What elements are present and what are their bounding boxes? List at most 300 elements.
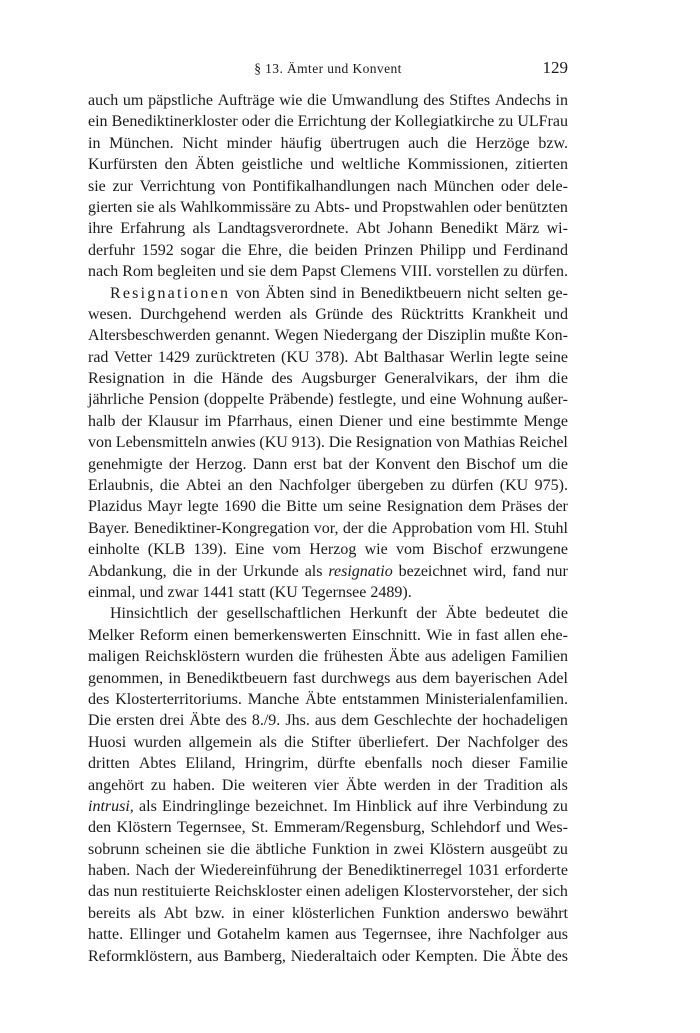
word: anwies xyxy=(211,434,256,452)
word: statt xyxy=(238,583,266,601)
word: Im xyxy=(332,797,351,815)
word: Wes- xyxy=(535,819,568,837)
word: wie xyxy=(279,92,303,109)
word: die xyxy=(548,370,568,388)
word: einen xyxy=(298,412,334,430)
word: nun xyxy=(113,883,138,901)
word: Kollegiatkirche xyxy=(394,113,495,131)
word: bzw. xyxy=(195,904,225,922)
word: von xyxy=(221,177,246,195)
word: Wie xyxy=(426,626,453,644)
word: Augsburger xyxy=(300,370,377,388)
word: ihm xyxy=(515,370,541,388)
word: dem xyxy=(468,498,496,516)
word: seine xyxy=(348,498,382,516)
text-line xyxy=(88,817,568,838)
word: genannt. xyxy=(215,327,270,345)
word: und xyxy=(506,819,531,837)
word: aus xyxy=(546,926,568,944)
word: bayerischen xyxy=(455,669,532,687)
text-line xyxy=(88,710,568,731)
word: Funktion xyxy=(382,904,440,922)
word: Reform xyxy=(139,626,189,644)
word: adeligen xyxy=(344,883,399,901)
word: Die xyxy=(221,776,246,794)
word: Nach xyxy=(135,862,170,880)
word: bezeichnet xyxy=(398,562,468,580)
text-line xyxy=(88,240,568,261)
word: zurücktreten xyxy=(195,348,276,366)
word: als xyxy=(259,733,277,751)
word: fast xyxy=(292,669,316,687)
word: der xyxy=(197,605,218,623)
word: Der xyxy=(436,733,461,751)
word: Klöstern xyxy=(116,819,172,837)
word: im xyxy=(204,412,222,430)
word: Hinsichtlich xyxy=(110,605,189,623)
word: den xyxy=(164,156,188,174)
word: Konvent xyxy=(375,455,431,473)
word: rad xyxy=(88,348,109,366)
word: Herzöge xyxy=(475,134,530,152)
word: Funktion xyxy=(311,840,370,858)
word: Äbte xyxy=(305,690,337,708)
word: vor, xyxy=(313,519,339,537)
text-line xyxy=(88,347,568,368)
word: um xyxy=(521,455,543,473)
word: Die xyxy=(88,712,112,730)
word: überliefert. xyxy=(358,733,429,751)
word: zu xyxy=(552,797,568,815)
word: Reichskloster xyxy=(214,883,302,901)
word: Äbte xyxy=(510,947,542,965)
word: und xyxy=(186,926,211,944)
text-line xyxy=(88,111,568,132)
word: Hinblick xyxy=(355,797,412,815)
word: seine xyxy=(535,348,568,366)
word: der xyxy=(402,327,423,345)
word: Tegernsee, xyxy=(177,819,246,837)
word: festlegte, xyxy=(338,391,397,409)
word: Bischof xyxy=(432,541,483,559)
word: München. xyxy=(109,134,174,152)
word: dieser xyxy=(471,755,510,773)
word: dem xyxy=(341,712,369,730)
word: bzw. xyxy=(538,134,568,152)
word: Äbte xyxy=(445,605,477,623)
word: die xyxy=(230,840,250,858)
word: (KU xyxy=(269,583,298,601)
word: Nachfolger xyxy=(467,733,540,751)
word: die xyxy=(193,370,213,388)
word: Äbte xyxy=(189,712,221,730)
word: Papst xyxy=(301,263,337,281)
word: Erlaubnis, xyxy=(88,477,154,495)
word: genommen, xyxy=(88,669,164,687)
word: des xyxy=(546,947,568,965)
word: allgemein xyxy=(188,733,252,751)
text-line xyxy=(88,283,568,304)
word: Benediktbeuern xyxy=(360,284,462,302)
word: auch xyxy=(408,134,439,152)
word: der xyxy=(517,883,538,901)
word: Mathias xyxy=(463,434,516,452)
word: in xyxy=(555,92,568,109)
text-line xyxy=(88,389,568,410)
word: der xyxy=(168,455,190,473)
word: in xyxy=(232,904,245,922)
word: Kommissionen, xyxy=(407,156,509,174)
word: Klosterterritoriums. xyxy=(115,690,242,708)
word: als xyxy=(138,904,157,922)
word: hochadeligen xyxy=(482,712,568,730)
word: in xyxy=(457,626,471,644)
word: Umwandlung xyxy=(331,92,419,109)
text-line xyxy=(88,839,568,860)
word: Adel xyxy=(536,669,568,687)
word: ebenfalls xyxy=(364,755,423,773)
word: derfuhr xyxy=(88,241,136,259)
word: übergeben xyxy=(357,477,424,495)
word: Klausur xyxy=(147,412,199,430)
word: die xyxy=(367,519,388,537)
word: aus xyxy=(335,926,357,944)
word: um xyxy=(122,92,144,109)
word: frühesten xyxy=(323,648,384,666)
word: wie xyxy=(364,541,388,559)
word: bestimmte xyxy=(450,412,518,430)
word: Stiftes xyxy=(449,92,491,109)
word: Plazidus xyxy=(88,498,143,516)
word: aus xyxy=(424,648,447,666)
word: dürfen xyxy=(451,477,494,495)
word: zu xyxy=(150,776,166,794)
word: sie xyxy=(88,177,106,195)
word: 975). xyxy=(534,477,568,495)
word: zu xyxy=(552,840,568,858)
word: Tegernsee, xyxy=(362,926,432,944)
word: Äbten xyxy=(265,284,305,302)
word: Abtei xyxy=(185,477,222,495)
word: die xyxy=(261,498,281,516)
chapter-heading: § 13. Ämter und Konvent xyxy=(254,61,402,76)
text-line xyxy=(88,539,568,560)
word: März xyxy=(505,220,540,238)
word: Hl. xyxy=(509,519,530,537)
word: das xyxy=(88,883,110,901)
word: Emmeram/Regensburg, xyxy=(273,819,426,837)
word: Wiedereinführung xyxy=(200,862,317,880)
word: jährliche xyxy=(88,391,144,409)
word: Johann xyxy=(387,220,433,238)
word: erforderte xyxy=(504,862,568,880)
word: Kon- xyxy=(535,327,568,345)
word: Generalvikars, xyxy=(384,370,479,388)
word: minder xyxy=(226,134,272,152)
word: als xyxy=(139,797,157,815)
text-line xyxy=(88,432,568,453)
word: Pfarrhaus, xyxy=(227,412,293,430)
word: allen xyxy=(503,626,536,644)
text-line xyxy=(88,796,568,817)
word: Errichtung xyxy=(297,113,367,131)
word: Krankheit xyxy=(471,305,536,323)
word: (KU xyxy=(259,434,288,452)
word: zitierten xyxy=(515,156,568,174)
word: um xyxy=(322,498,344,516)
word: Nachfolger xyxy=(278,477,351,495)
text-line xyxy=(88,133,568,154)
word: Bitte xyxy=(286,498,318,516)
word: und xyxy=(401,391,426,409)
word: außer- xyxy=(527,391,568,409)
word: Stifter xyxy=(310,733,351,751)
word: ihre xyxy=(437,926,463,944)
word: Urkunde xyxy=(242,562,299,580)
word: sie xyxy=(206,840,225,858)
word: von xyxy=(435,434,460,452)
word: Abts- xyxy=(314,198,350,216)
word: und xyxy=(543,305,568,323)
word: in xyxy=(342,284,355,302)
word: bedeutet xyxy=(485,605,540,623)
word: Stuhl xyxy=(534,519,568,537)
word: wi- xyxy=(546,220,568,238)
word: päpstliche xyxy=(148,92,213,109)
word: nach xyxy=(88,263,119,281)
word: Philipp xyxy=(419,241,466,259)
word: als xyxy=(158,198,177,216)
word: Gründe xyxy=(315,305,364,323)
word: haben. xyxy=(172,776,216,794)
word: Ferdinand xyxy=(503,241,568,259)
word: Benediktiner-Kongregation xyxy=(133,519,310,537)
word: der xyxy=(121,412,142,430)
word: 2489). xyxy=(370,583,412,601)
word: 913). xyxy=(291,434,325,452)
word: Balthasar xyxy=(383,348,445,366)
word: 1592 xyxy=(141,241,174,259)
word: Äbten xyxy=(195,156,235,174)
word: Vetter xyxy=(114,348,153,366)
word: sobrunn xyxy=(88,840,140,858)
word: fast xyxy=(475,626,499,644)
word: und xyxy=(472,241,497,259)
word: einmal, xyxy=(88,583,136,601)
text-line xyxy=(88,454,568,475)
text-line xyxy=(88,903,568,924)
text-line xyxy=(88,218,568,239)
word: München xyxy=(433,177,495,195)
word: sie xyxy=(248,263,266,281)
word: begleiten xyxy=(157,263,217,281)
word: fand xyxy=(512,562,541,580)
word: bemerkenswerten xyxy=(233,626,347,644)
word: nicht xyxy=(467,284,500,302)
word: Ehre, xyxy=(247,241,282,259)
word: Reichsklöstern xyxy=(144,648,240,666)
word: als xyxy=(192,220,211,238)
word: klösterlichen xyxy=(291,904,375,922)
word: einholte xyxy=(88,541,140,559)
word: zwar xyxy=(167,583,199,601)
word: restituierte xyxy=(141,883,211,901)
text-line xyxy=(88,646,568,667)
text-line xyxy=(88,518,568,539)
word: anderswo xyxy=(447,904,509,922)
word: Benediktbeuern xyxy=(186,669,288,687)
word: weiteren xyxy=(251,776,307,794)
word: Eine xyxy=(234,541,265,559)
word: die xyxy=(298,648,319,666)
text-line xyxy=(88,582,568,603)
word: vom xyxy=(272,541,301,559)
running-head xyxy=(88,58,568,80)
word: Melker xyxy=(88,626,135,644)
word: der xyxy=(416,605,437,623)
word: Wegen xyxy=(274,327,319,345)
word: ihre xyxy=(442,797,468,815)
word: den xyxy=(249,477,273,495)
word: oder xyxy=(500,177,530,195)
word: selten xyxy=(504,284,542,302)
word: Resignation xyxy=(386,498,464,516)
text-line xyxy=(88,154,568,175)
word: Eliland, xyxy=(185,755,236,773)
text-line xyxy=(88,946,568,967)
body-text xyxy=(88,90,568,967)
word: 1441 xyxy=(202,583,235,601)
word: benützten xyxy=(505,198,568,216)
word: Erfahrung xyxy=(120,220,186,238)
text-line xyxy=(88,90,568,111)
word: sie xyxy=(136,198,155,216)
word: Reformklöstern, xyxy=(88,947,193,965)
word: Wahlkommissäre xyxy=(180,198,291,216)
word: Niederaltaich xyxy=(290,947,377,965)
word: ge- xyxy=(547,284,568,302)
word: und xyxy=(388,412,413,430)
word: die xyxy=(548,455,568,473)
word: Mayr xyxy=(147,498,183,516)
word: intrusi, xyxy=(88,797,134,815)
text-line xyxy=(88,368,568,389)
word: entstammen xyxy=(342,690,420,708)
word: bezeichnet. xyxy=(255,797,328,815)
word: ausgeübt xyxy=(490,840,548,858)
word: die xyxy=(159,477,180,495)
word: Approbation xyxy=(391,519,473,537)
word: die xyxy=(447,134,467,152)
word: Abdankung, xyxy=(88,562,167,580)
word: (KU xyxy=(281,348,310,366)
word: Verbindung xyxy=(472,797,548,815)
word: ehe- xyxy=(540,626,568,644)
word: Ellinger xyxy=(129,926,181,944)
word: die xyxy=(221,241,242,259)
word: Landtagsverordnete. xyxy=(217,220,349,238)
word: Jhs. xyxy=(285,712,310,730)
word: legte xyxy=(187,498,219,516)
word: noch xyxy=(431,755,463,773)
word: weltliche xyxy=(341,156,401,174)
word: geistliche xyxy=(241,156,303,174)
word: und xyxy=(310,156,335,174)
word: werden xyxy=(383,776,431,794)
word: Eindringlinge xyxy=(162,797,251,815)
word: der xyxy=(342,519,364,537)
word: Herzog. xyxy=(195,455,247,473)
text-line xyxy=(88,325,568,346)
word: Resignation xyxy=(88,370,165,388)
word: an xyxy=(227,477,243,495)
word: Äbte xyxy=(388,648,420,666)
word: zur xyxy=(112,177,133,195)
word: Herzog xyxy=(309,541,357,559)
word: Abtes xyxy=(138,755,177,773)
text-line xyxy=(88,496,568,517)
word: dürfen. xyxy=(522,263,568,281)
text-line xyxy=(88,304,568,325)
word: in xyxy=(88,134,101,152)
word: Familien xyxy=(511,648,568,666)
word: von xyxy=(88,434,112,452)
word: bereits xyxy=(88,904,131,922)
text-line xyxy=(88,411,568,432)
word: erst xyxy=(293,455,317,473)
word: 139). xyxy=(193,541,227,559)
word: als xyxy=(289,305,308,323)
word: adeligen xyxy=(451,648,506,666)
word: den xyxy=(436,455,460,473)
word: häufig xyxy=(280,134,322,152)
word: (KU xyxy=(499,477,529,495)
word: den xyxy=(88,819,112,837)
word: durchwegs xyxy=(321,669,391,687)
word: des xyxy=(546,733,568,751)
word: der xyxy=(348,455,370,473)
word: Werlin xyxy=(449,348,493,366)
text-line xyxy=(88,860,568,881)
word: die xyxy=(548,605,568,623)
word: Abt xyxy=(163,904,188,922)
word: Benedikt xyxy=(440,220,499,238)
text-line xyxy=(88,261,568,282)
word: Schlehdorf xyxy=(430,819,501,837)
word: Geschlechte xyxy=(373,712,453,730)
word: Präses xyxy=(501,498,543,516)
word: einen xyxy=(305,883,341,901)
word: Äbte xyxy=(345,776,377,794)
text-line xyxy=(88,625,568,646)
word: die xyxy=(172,562,193,580)
word: werden xyxy=(234,305,282,323)
word: der xyxy=(547,498,568,516)
text-line xyxy=(88,603,568,624)
word: der xyxy=(486,370,507,388)
word: gesellschaftlichen xyxy=(226,605,341,623)
word: des xyxy=(371,305,393,323)
word: Pontifikalhandlungen xyxy=(252,177,391,195)
word: bewährt xyxy=(516,904,568,922)
word: Andechs xyxy=(494,92,551,109)
word: Huosi xyxy=(88,733,127,751)
word: beiden xyxy=(314,241,358,259)
word: drei xyxy=(159,712,185,730)
word: Clemens xyxy=(340,263,397,281)
word: sind xyxy=(309,284,337,302)
word: Nachfolger xyxy=(468,926,541,944)
